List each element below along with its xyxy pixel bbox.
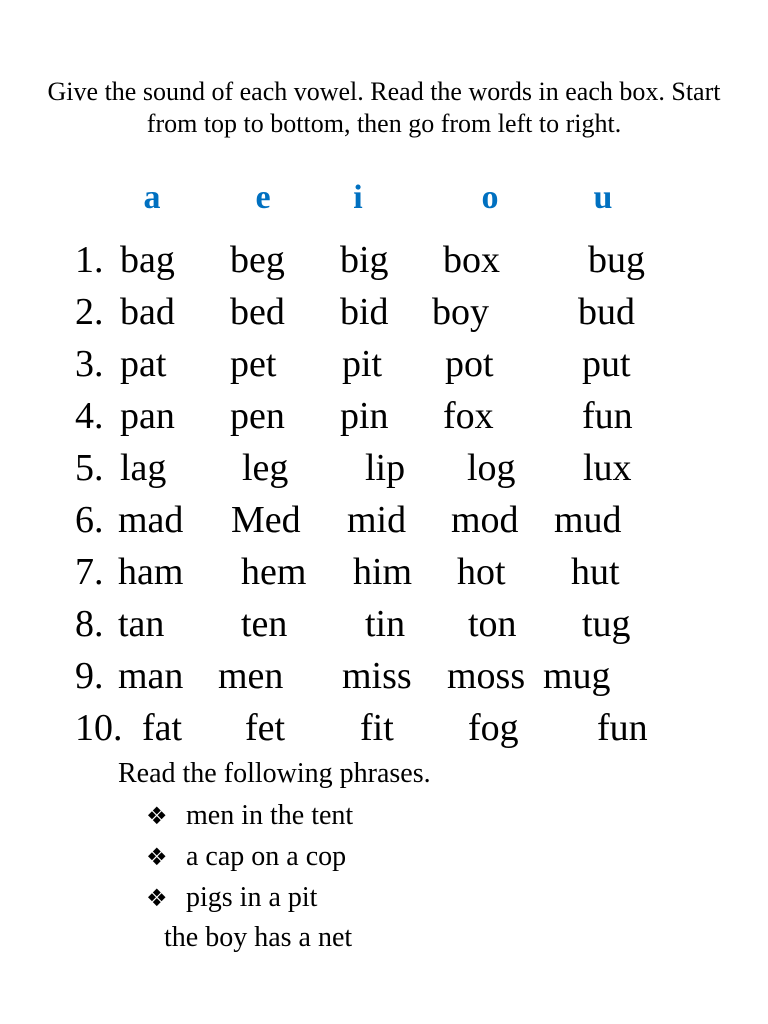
last-phrase: the boy has a net (164, 922, 353, 953)
diamond-bullet-icon: ❖ (146, 802, 168, 830)
word: pin (340, 395, 389, 437)
row-number: 7. (75, 551, 104, 593)
row-number: 6. (75, 499, 104, 541)
word-row-5 (0, 442, 768, 494)
word-row-3 (0, 338, 768, 390)
word-row-8 (0, 598, 768, 650)
word: bed (230, 291, 285, 333)
word: box (443, 239, 500, 281)
list-item (146, 878, 353, 919)
word: pat (120, 343, 167, 385)
word: ham (118, 551, 184, 593)
word: lag (120, 447, 167, 489)
word: pit (342, 343, 383, 385)
word: tug (582, 603, 631, 645)
list-item (146, 837, 353, 878)
row-number: 4. (75, 395, 104, 437)
word: put (582, 343, 631, 385)
word: bid (340, 291, 389, 333)
row-number: 8. (75, 603, 104, 645)
word: man (118, 655, 184, 697)
word: mod (451, 499, 519, 541)
word: boy (432, 291, 489, 333)
word: fat (142, 707, 183, 749)
word: ten (241, 603, 288, 645)
list-item (146, 796, 353, 837)
vowel-a: a (143, 179, 161, 216)
word: Med (231, 499, 301, 541)
word: pan (120, 395, 175, 437)
phrase-text: pigs in a pit (186, 882, 318, 913)
word: him (353, 551, 413, 593)
word-row-2 (0, 286, 768, 338)
phrases-heading: Read the following phrases. (118, 758, 431, 789)
vowel-o: o (481, 179, 499, 216)
word: fun (597, 707, 648, 749)
row-number: 9. (75, 655, 104, 697)
word: pen (230, 395, 285, 437)
word: lux (583, 447, 632, 489)
word: men (218, 655, 284, 697)
word: mad (118, 499, 184, 541)
row-number: 1. (75, 239, 104, 281)
phrase-text: men in the tent (186, 800, 354, 831)
vowel-i: i (353, 179, 363, 216)
vowel-e: e (255, 179, 271, 216)
word: mud (554, 499, 622, 541)
word: tan (118, 603, 165, 645)
word: miss (342, 655, 412, 697)
instructions: Give the sound of each vowel. Read the words in each box. Start from top to bottom, then go from left to right. (47, 77, 721, 138)
word-row-10 (0, 702, 768, 754)
word: hem (241, 551, 307, 593)
word: bug (588, 239, 645, 281)
row-number: 3. (75, 343, 104, 385)
word: hot (457, 551, 506, 593)
row-number: 10. (75, 707, 123, 749)
word: bud (578, 291, 635, 333)
word: hut (571, 551, 620, 593)
word-row-7 (0, 546, 768, 598)
vowel-header (0, 178, 768, 218)
word: tin (365, 603, 406, 645)
word-table (0, 234, 768, 754)
word: pet (230, 343, 277, 385)
word: fox (443, 395, 494, 437)
vowel-u: u (593, 179, 613, 216)
word: big (340, 239, 389, 281)
phrase-list (146, 796, 353, 919)
word: pot (445, 343, 494, 385)
word: ton (468, 603, 517, 645)
word: bag (120, 239, 175, 281)
word: mug (543, 655, 611, 697)
word: fog (468, 707, 519, 749)
word: log (467, 447, 516, 489)
word: fit (360, 707, 394, 749)
word-row-1 (0, 234, 768, 286)
word: leg (242, 447, 289, 489)
phrase-text: a cap on a cop (186, 841, 347, 872)
word-row-6 (0, 494, 768, 546)
diamond-bullet-icon: ❖ (146, 843, 168, 871)
word: mid (347, 499, 407, 541)
word: fun (582, 395, 633, 437)
row-number: 5. (75, 447, 104, 489)
word-row-4 (0, 390, 768, 442)
word-row-9 (0, 650, 768, 702)
word: bad (120, 291, 175, 333)
word: moss (447, 655, 526, 697)
diamond-bullet-icon: ❖ (146, 884, 168, 912)
word: lip (365, 447, 406, 489)
row-number: 2. (75, 291, 104, 333)
word: beg (230, 239, 285, 281)
word: fet (245, 707, 286, 749)
